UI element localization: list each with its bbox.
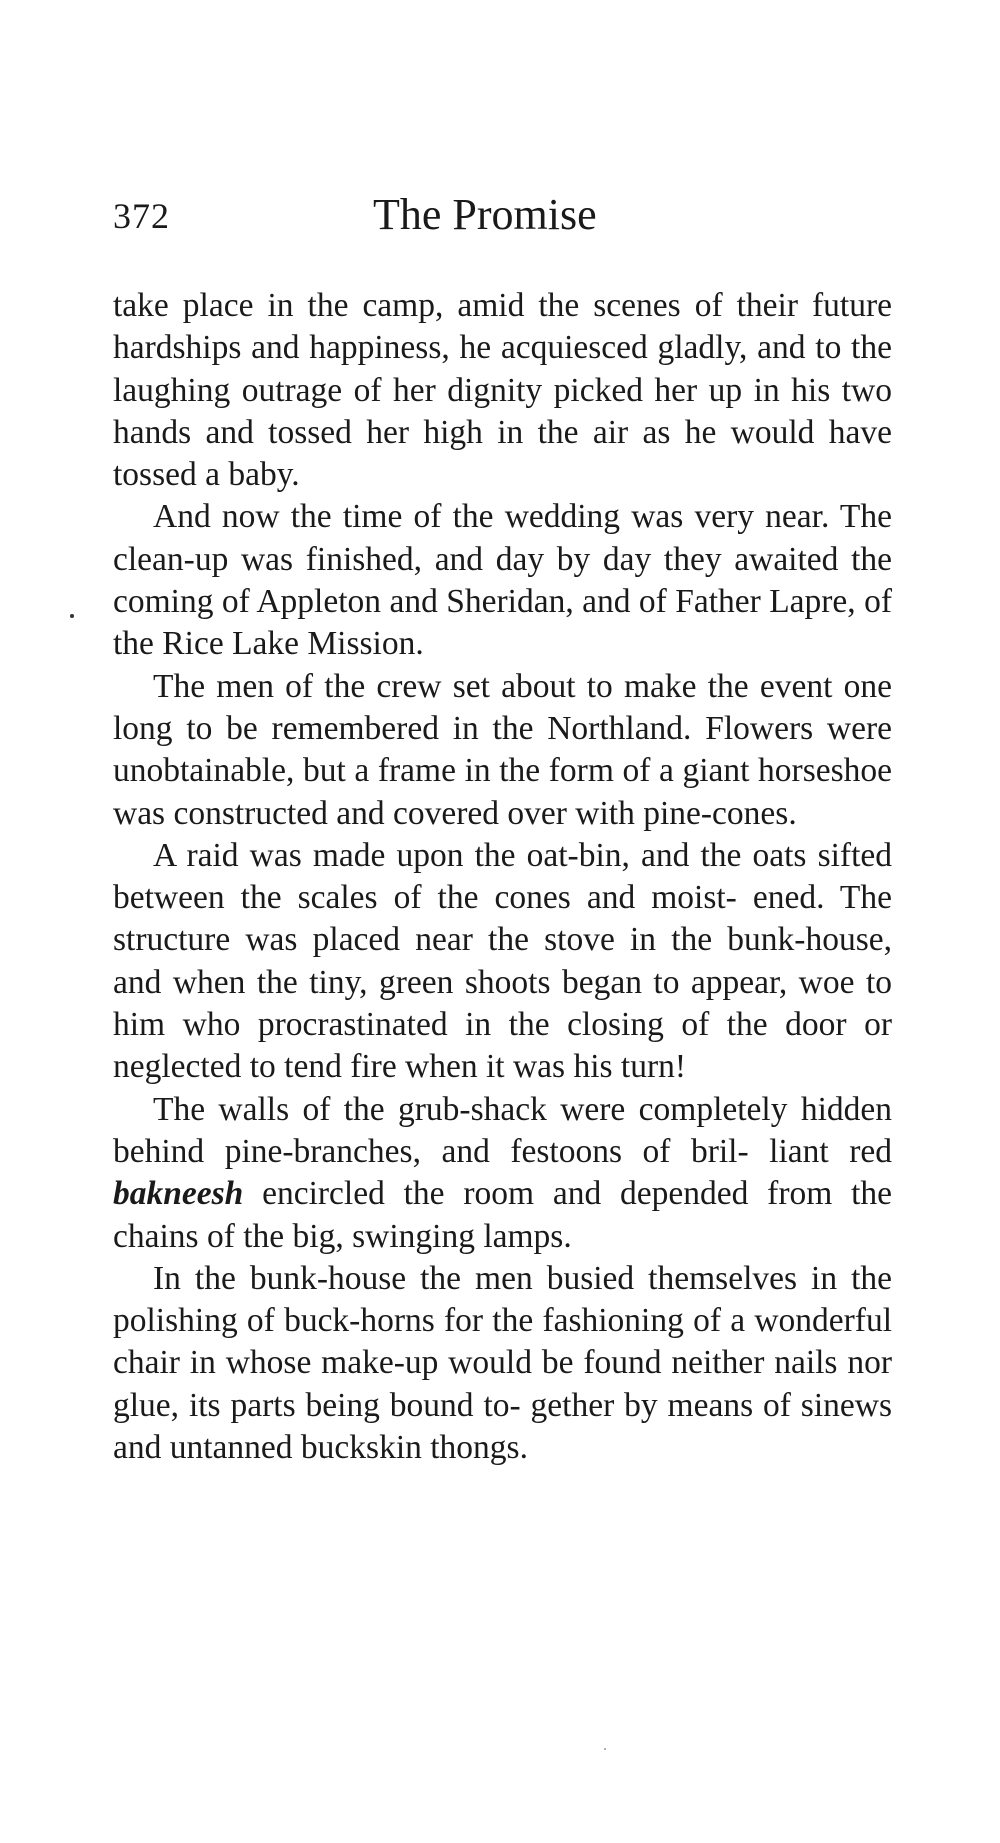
running-head-title: The Promise (373, 190, 597, 239)
paragraph-wedding-near: And now the time of the wedding was very near. The clean-up was finished, and day by day they awaited the coming of Appleton and Sheridan, and of Father Lapre, of the Rice Lake Mission. (113, 498, 892, 663)
print-speck (604, 1748, 606, 1750)
text-span: encircled the room and depended from the chains of the big, swinging lamps. (113, 1175, 892, 1255)
paragraph-grub-shack (113, 1089, 892, 1258)
text-span: The walls of the grub-shack were completely hidden behind pine-branches, and festoons of bril- liant red (113, 1090, 892, 1170)
italic-word: bakneesh (113, 1175, 244, 1213)
paragraph-buck-horn-chair: In the bunk-house the men busied themselves in the polishing of buck-horns for the fashioning of a wonderful chair in whose make-up would be found neither nails nor glue, its parts being bound to- gether by means of sinews and untanned buckskin thongs. (113, 1259, 892, 1467)
paragraph-oat-bin: A raid was made upon the oat-bin, and the oats sifted between the scales of the cones and moist- ened. The structure was placed near the stove in the bunk-house, and when the tiny, green shoots began to appear, woe to him who procrastinated in the closing of the door or neglected to tend fire when it was his turn! (113, 836, 892, 1086)
paragraph-crew-preparations: The men of the crew set about to make the event one long to be remembered in the Northland. Flowers were unobtainable, but a frame in the form of a giant horseshoe was constructed and covered over with pine-cones. (113, 667, 892, 832)
page-number: 372 (113, 196, 170, 236)
print-speck (70, 614, 74, 618)
body-text (113, 285, 892, 1469)
paragraph-continued: take place in the camp, amid the scenes of their future hardships and happiness, he acquiesced gladly, and to the laughing outrage of her dignity picked her up in his two hands and tossed her high in the air as he would have tossed a baby. (113, 287, 892, 494)
